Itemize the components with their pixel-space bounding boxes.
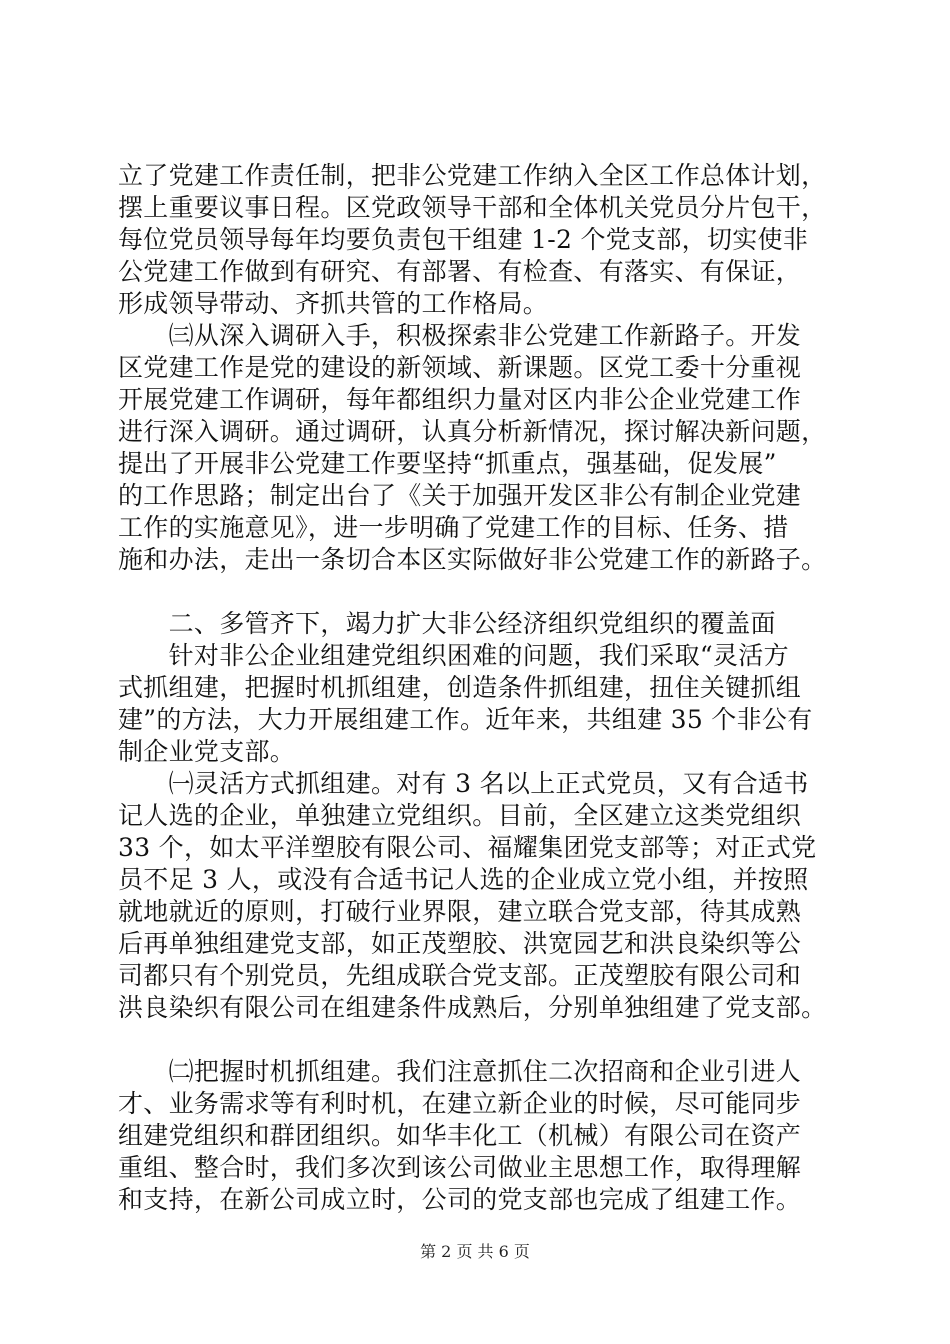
text-line: 提出了开展非公党建工作要坚持“抓重点，强基础，促发展” (118, 449, 777, 478)
text-line: 施和办法，走出一条切合本区实际做好非公党建工作的新路子。 (118, 545, 827, 574)
text-line: 司都只有个别党员，先组成联合党支部。正茂塑胶有限公司和 (118, 961, 802, 990)
text-line: 区党建工作是党的建设的新领域、新课题。区党工委十分重视 (118, 353, 802, 382)
text-line: 员不足 3 人，或没有合适书记人选的企业成立党小组，并按照 (118, 865, 809, 894)
text-line: ㈠灵活方式抓组建。对有 3 名以上正式党员，又有合适书 (118, 769, 809, 798)
paragraph-gap (118, 576, 838, 608)
document-body (118, 160, 838, 1216)
text-line: 组建党组织和群团组织。如华丰化工（机械）有限公司在资产 (118, 1121, 802, 1150)
text-line: 式抓组建，把握时机抓组建，创造条件抓组建，扭住关键抓组 (118, 673, 802, 702)
text-line: ㈢从深入调研入手，积极探索非公党建工作新路子。开发 (118, 321, 802, 350)
text-line: 每位党员领导每年均要负责包干组建 1-2 个党支部，切实使非 (118, 225, 809, 254)
text-line: ㈡把握时机抓组建。我们注意抓住二次招商和企业引进人 (118, 1057, 802, 1086)
text-line: 工作的实施意见》，进一步明确了党建工作的目标、任务、措 (118, 513, 789, 542)
text-line: 才、业务需求等有利时机，在建立新企业的时候，尽可能同步 (118, 1089, 802, 1118)
text-line: 重组、整合时，我们多次到该公司做业主思想工作，取得理解 (118, 1153, 802, 1182)
text-line: 立了党建工作责任制，把非公党建工作纳入全区工作总体计划， (118, 161, 827, 190)
text-line: 记人选的企业，单独建立党组织。目前，全区建立这类党组织 (118, 801, 802, 830)
text-line: 形成领导带动、齐抓共管的工作格局。 (118, 289, 549, 318)
text-line: 洪良染织有限公司在组建条件成熟后，分别单独组建了党支部。 (118, 993, 827, 1022)
text-line: 的工作思路；制定出台了《关于加强开发区非公有制企业党建 (118, 481, 802, 510)
text-line: 制企业党支部。 (118, 737, 296, 766)
text-line: 公党建工作做到有研究、有部署、有检查、有落实、有保证， (118, 257, 802, 286)
text-line: 二、多管齐下，竭力扩大非公经济组织党组织的覆盖面 (118, 609, 776, 638)
text-line: 开展党建工作调研，每年都组织力量对区内非公企业党建工作 (118, 385, 802, 414)
text-line: 33 个，如太平洋塑胶有限公司、福耀集团党支部等；对正式党 (118, 833, 817, 862)
text-line: 就地就近的原则，打破行业界限，建立联合党支部，待其成熟 (118, 897, 802, 926)
text-line: 摆上重要议事日程。区党政领导干部和全体机关党员分片包干， (118, 193, 827, 222)
text-line: 针对非公企业组建党组织困难的问题，我们采取“灵活方 (118, 641, 789, 670)
page-footer: 第 2 页 共 6 页 (420, 1242, 530, 1261)
paragraph-gap (118, 1024, 838, 1056)
text-line: 和支持，在新公司成立时，公司的党支部也完成了组建工作。 (118, 1185, 802, 1214)
text-line: 后再单独组建党支部，如正茂塑胶、洪宽园艺和洪良染织等公 (118, 929, 802, 958)
text-line: 建”的方法，大力开展组建工作。近年来，共组建 35 个非公有 (118, 705, 813, 734)
text-line: 进行深入调研。通过调研，认真分析新情况，探讨解决新问题， (118, 417, 827, 446)
